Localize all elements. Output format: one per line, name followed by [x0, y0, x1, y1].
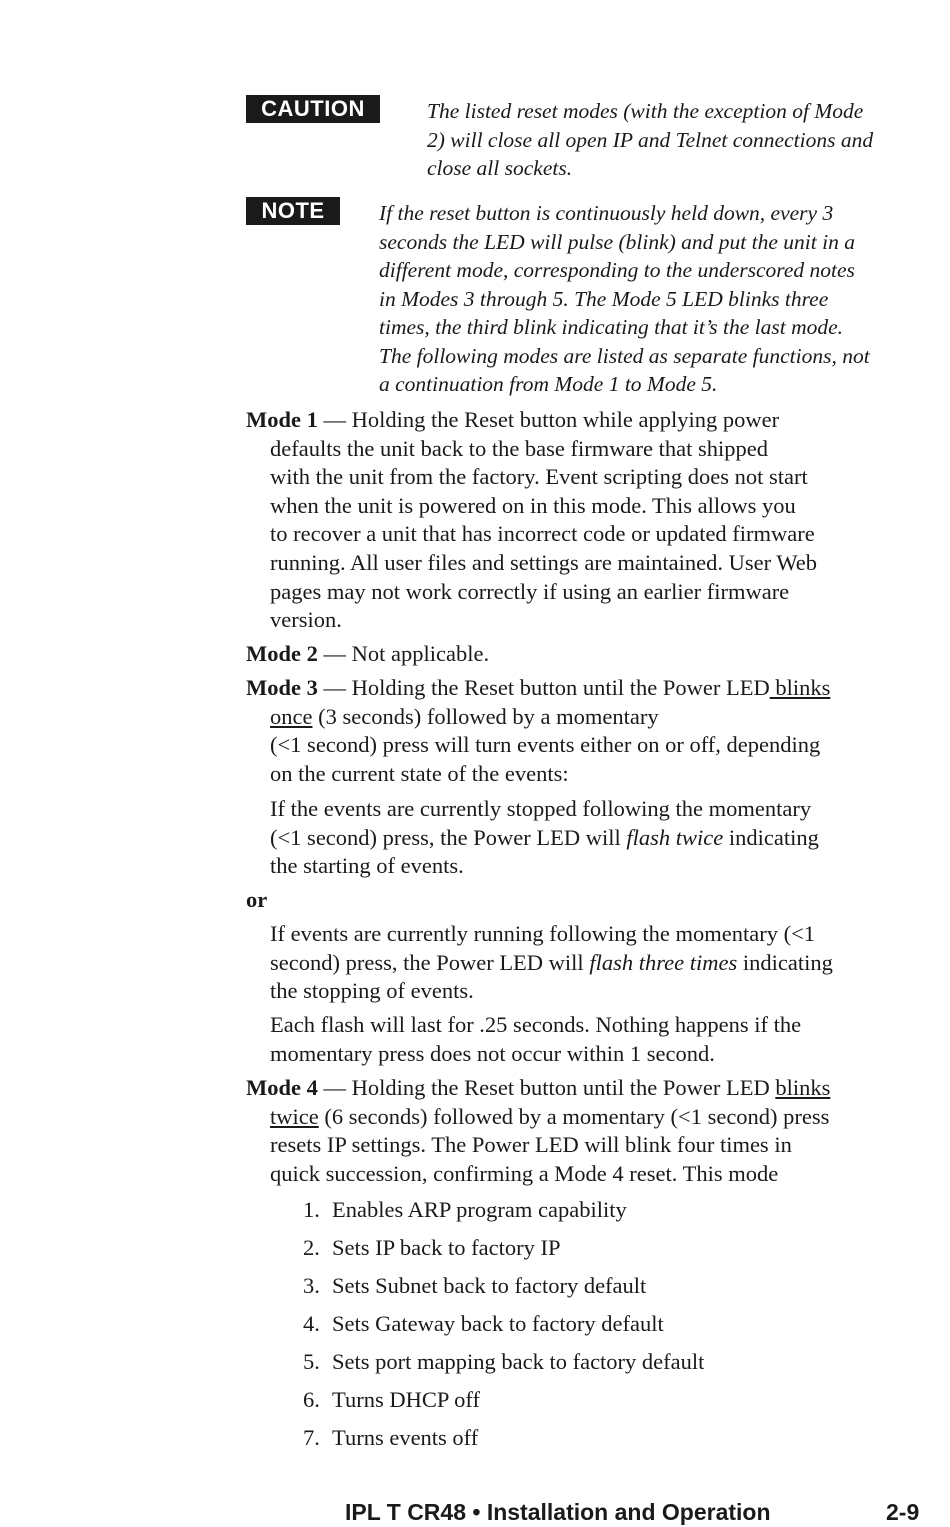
list-number: 3. [303, 1273, 320, 1298]
mode-3-line: Each flash will last for .25 seconds. Nothing happens if the [270, 1012, 802, 1037]
list-item [303, 1348, 704, 1376]
mode-4-text: — Holding the Reset button until the Power LED [317, 1075, 776, 1100]
mode-1-line: to recover a unit that has incorrect code or updated firmware [270, 521, 815, 547]
mode-1-paragraph [246, 406, 936, 635]
list-text: Turns events off [332, 1425, 479, 1450]
list-number: 5. [303, 1349, 320, 1374]
mode-3-line: momentary press does not occur within 1 second. [270, 1040, 715, 1066]
footer-title: IPL T CR48 • Installation and Operation [345, 1499, 771, 1525]
mode-3-line: the stopping of events. [270, 978, 474, 1004]
mode-4-underscored: blinks [775, 1075, 831, 1100]
list-item [303, 1310, 664, 1338]
list-text: Sets Gateway back to factory default [332, 1311, 664, 1336]
list-item [303, 1234, 561, 1262]
list-text: Enables ARP program capability [332, 1197, 627, 1222]
mode-3-line: (<1 second) press will turn events either on or off, depending [270, 732, 821, 758]
mode-1-line: defaults the unit back to the base firmware that shipped [270, 435, 768, 461]
note-line: times, the third blink indicating that it’s the last mode. [379, 315, 844, 339]
mode-4-text: (6 seconds) followed by a momentary (<1 second) press [318, 1103, 830, 1129]
note-line: If the reset button is continuously held down, every 3 [379, 201, 834, 225]
mode-3-line: on the current state of the events: [270, 760, 569, 786]
mode-3-text: indicating [723, 824, 819, 850]
mode-3-emphasis: flash three times [589, 949, 738, 975]
mode-3-line: If events are currently running following the momentary (<1 [270, 921, 816, 946]
list-item [303, 1424, 478, 1452]
list-number: 7. [303, 1425, 320, 1450]
mode-3-line: If the events are currently stopped following the momentary [270, 796, 812, 821]
mode-2-text: — Not applicable. [317, 641, 490, 666]
caution-text [427, 97, 927, 183]
caution-badge: CAUTION [246, 95, 380, 123]
mode-4-paragraph [246, 1074, 936, 1188]
mode-3-events-stopped [246, 795, 936, 881]
list-item [303, 1196, 627, 1224]
list-number: 6. [303, 1387, 320, 1412]
mode-3-text: (<1 second) press, the Power LED will [270, 824, 627, 850]
mode-1-line: with the unit from the factory. Event scripting does not start [270, 464, 808, 490]
list-item [303, 1386, 480, 1414]
mode-1-text: — Holding the Reset button while applying power [317, 407, 780, 432]
note-line: in Modes 3 through 5. The Mode 5 LED blinks three [379, 286, 829, 311]
caution-line: The listed reset modes (with the exception of Mode [427, 99, 864, 123]
mode-1-line: pages may not work correctly if using an earlier firmware [270, 578, 790, 604]
mode-3-text: indicating [737, 949, 833, 975]
mode-4-underscored: twice [270, 1103, 319, 1129]
mode-1-line: running. All user files and settings are maintained. User Web [270, 549, 818, 575]
list-text: Sets Subnet back to factory default [332, 1273, 647, 1298]
or-label: or [246, 887, 268, 912]
list-number: 4. [303, 1311, 320, 1336]
mode-3-text: (3 seconds) followed by a momentary [312, 703, 659, 729]
list-text: Sets IP back to factory IP [332, 1235, 561, 1260]
note-line: The following modes are listed as separate functions, not [379, 343, 870, 368]
caution-line: close all sockets. [427, 156, 573, 180]
note-text [379, 199, 929, 399]
mode-1-label: Mode 1 [246, 407, 318, 432]
mode-3-label: Mode 3 [246, 675, 318, 700]
mode-1-line: when the unit is powered on in this mode. This allows you [270, 492, 796, 518]
mode-4-label: Mode 4 [246, 1075, 318, 1100]
mode-3-line: the starting of events. [270, 853, 464, 879]
list-number: 1. [303, 1197, 320, 1222]
list-text: Sets port mapping back to factory default [332, 1349, 705, 1374]
page-number: 2-9 [886, 1499, 920, 1525]
mode-3-flash-note [246, 1011, 936, 1068]
caution-line: 2) will close all open IP and Telnet connections and [427, 127, 874, 152]
mode-2-label: Mode 2 [246, 641, 318, 666]
mode-3-underscored: once [270, 703, 313, 729]
mode-3-text: — Holding the Reset button until the Power LED [317, 675, 770, 700]
mode-1-line: version. [270, 607, 342, 633]
mode-4-line: quick succession, confirming a Mode 4 reset. This mode [270, 1160, 779, 1186]
mode-3-emphasis: flash twice [626, 824, 724, 850]
mode-3-events-running [246, 920, 936, 1006]
or-separator [246, 886, 936, 915]
note-badge: NOTE [246, 197, 340, 225]
note-line: different mode, corresponding to the underscored notes [379, 258, 855, 282]
mode-4-line: resets IP settings. The Power LED will blink four times in [270, 1132, 792, 1158]
mode-3-paragraph [246, 674, 936, 788]
list-number: 2. [303, 1235, 320, 1260]
list-item [303, 1272, 646, 1300]
note-line: seconds the LED will pulse (blink) and put the unit in a [379, 229, 855, 254]
note-line: a continuation from Mode 1 to Mode 5. [379, 372, 718, 396]
mode-3-underscored: blinks [769, 675, 831, 700]
mode-3-text: second) press, the Power LED will [270, 949, 590, 975]
mode-2-paragraph [246, 640, 936, 669]
list-text: Turns DHCP off [332, 1387, 480, 1412]
